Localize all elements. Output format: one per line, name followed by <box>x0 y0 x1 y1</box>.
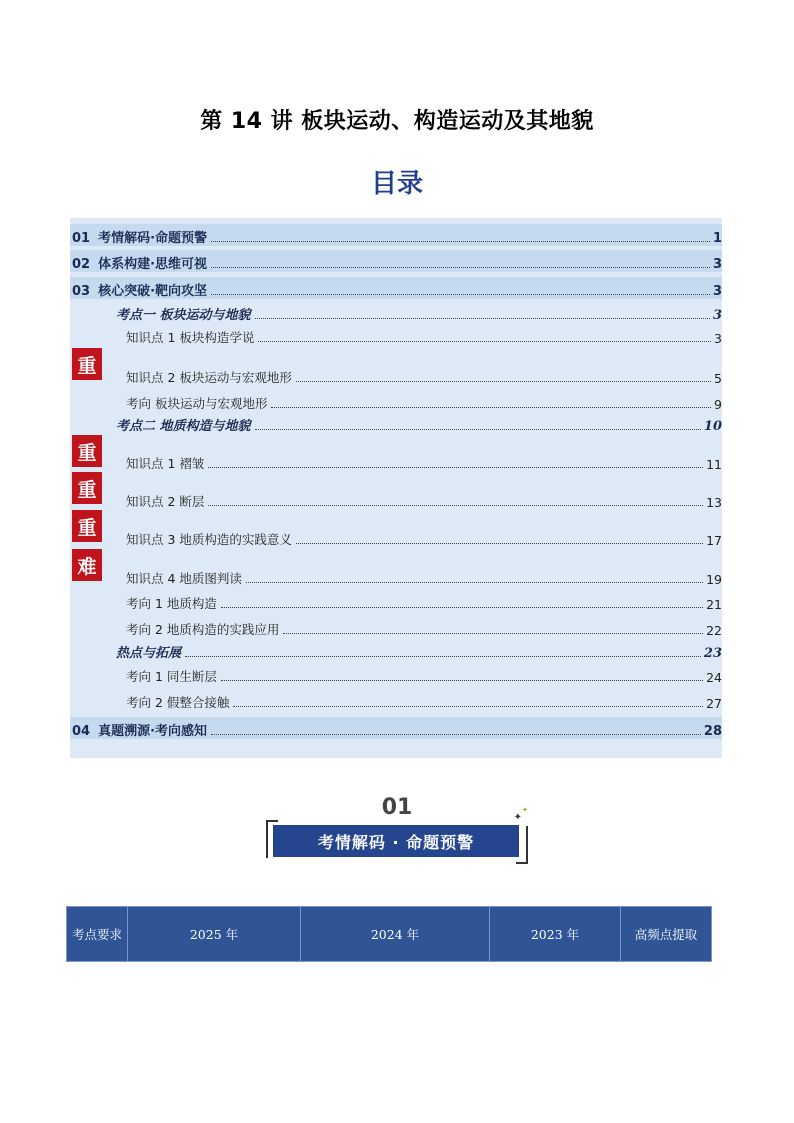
toc-row-page: 13 <box>706 495 722 510</box>
toc-row[interactable] <box>120 567 722 587</box>
toc-row[interactable] <box>120 665 722 685</box>
toc-row-page: 9 <box>714 397 722 412</box>
toc-row-number: 02 <box>72 257 91 272</box>
toc-row-page: 27 <box>706 696 722 711</box>
toc-leader-dots <box>221 680 703 681</box>
toc-row-page: 17 <box>706 533 722 548</box>
toc-row-label: 知识点 3 地质构造的实践意义 <box>126 532 292 547</box>
toc-row-label: 知识点 1 褶皱 <box>126 456 205 471</box>
toc-leader-dots <box>221 607 703 608</box>
toc-row-page: 22 <box>706 623 722 638</box>
toc-row[interactable] <box>70 277 722 299</box>
toc-row-page: 28 <box>703 724 722 739</box>
toc-leader-dots <box>211 267 710 268</box>
toc-leader-dots <box>283 633 703 634</box>
document-title: 第 14 讲 板块运动、构造运动及其地貌 <box>200 109 594 134</box>
toc-row-page: 3 <box>712 257 722 272</box>
toc-leader-dots <box>255 429 701 430</box>
toc-row[interactable] <box>100 414 722 434</box>
toc-row-label: 考点一 板块运动与地貌 <box>116 308 251 323</box>
toc-row[interactable] <box>70 717 722 739</box>
toc-row[interactable] <box>100 641 722 661</box>
toc-row-page: 3 <box>714 331 722 346</box>
toc-row-label: 知识点 4 地质图判读 <box>126 571 242 586</box>
difficulty-badge: 重 <box>72 435 102 467</box>
toc-leader-dots <box>208 505 703 506</box>
exam-analysis-table <box>66 906 712 962</box>
toc-row-page: 5 <box>714 371 722 386</box>
toc-row[interactable] <box>120 528 722 548</box>
toc-row-label: 知识点 2 板块运动与宏观地形 <box>126 370 292 385</box>
toc-leader-dots <box>296 543 703 544</box>
toc-row[interactable] <box>120 452 722 472</box>
difficulty-badge: 重 <box>72 472 102 504</box>
toc-row-number: 03 <box>72 284 91 299</box>
toc-leader-dots <box>271 407 711 408</box>
toc-row-label: 考向 1 地质构造 <box>126 596 217 611</box>
toc-leader-dots <box>185 656 701 657</box>
toc-row-label: 热点与拓展 <box>116 646 182 661</box>
toc-leader-dots <box>246 582 703 583</box>
toc-row[interactable] <box>120 326 722 346</box>
toc-row-label: 知识点 2 断层 <box>126 494 205 509</box>
toc-row-label: 知识点 1 板块构造学说 <box>126 330 255 345</box>
toc-row-page: 11 <box>706 457 722 472</box>
toc-leader-dots <box>211 294 710 295</box>
toc-row-label: 体系构建·思维可视 <box>98 257 208 272</box>
toc-leader-dots <box>233 706 703 707</box>
toc-row-label: 考向 2 假整合接触 <box>126 695 230 710</box>
toc-row-page: 1 <box>712 231 722 246</box>
toc-leader-dots <box>296 381 711 382</box>
toc-row[interactable] <box>70 250 722 272</box>
difficulty-badge: 重 <box>72 348 102 380</box>
toc-row-page: 21 <box>706 597 722 612</box>
toc-row-label: 核心突破·靶向攻坚 <box>98 284 208 299</box>
toc-row-page: 23 <box>703 646 722 661</box>
toc-row-number: 01 <box>72 231 91 246</box>
table-header: 2023 年 <box>490 907 621 962</box>
toc-row[interactable] <box>120 592 722 612</box>
toc-leader-dots <box>255 318 710 319</box>
toc-leader-dots <box>208 467 703 468</box>
toc-row-page: 3 <box>712 308 722 323</box>
sparkle-icon: ✦ <box>513 812 522 823</box>
toc-row-label: 考向 1 同生断层 <box>126 669 217 684</box>
table-header: 2025 年 <box>128 907 301 962</box>
toc-row-page: 10 <box>703 419 722 434</box>
toc-row-label: 考情解码·命题预警 <box>98 231 208 246</box>
toc-heading: 目录 <box>370 169 423 199</box>
toc-row-number: 04 <box>72 724 91 739</box>
difficulty-badge: 重 <box>72 510 102 542</box>
toc-row[interactable] <box>120 366 722 386</box>
difficulty-badge: 难 <box>72 549 102 581</box>
table-header: 考点要求 <box>67 907 128 962</box>
toc-row-label: 考向 2 地质构造的实践应用 <box>126 622 280 637</box>
toc-leader-dots <box>211 241 710 242</box>
table-header: 2024 年 <box>301 907 490 962</box>
toc-row-page: 3 <box>712 284 722 299</box>
table-header-row <box>67 907 712 962</box>
toc-row[interactable] <box>120 392 722 412</box>
table-header: 高频点提取 <box>621 907 712 962</box>
toc-row-page: 19 <box>706 572 722 587</box>
toc-row-page: 24 <box>706 670 722 685</box>
toc-row[interactable] <box>70 224 722 246</box>
toc-row[interactable] <box>120 691 722 711</box>
toc-row-label: 考点二 地质构造与地貌 <box>116 419 251 434</box>
sparkle-small-icon: ✦ <box>522 806 528 814</box>
toc-row-label: 真题溯源·考向感知 <box>98 724 208 739</box>
toc-row[interactable] <box>120 490 722 510</box>
section-number: 01 <box>381 795 413 820</box>
toc-row[interactable] <box>120 618 722 638</box>
toc-row[interactable] <box>100 303 722 323</box>
toc-leader-dots <box>258 341 711 342</box>
toc-row-label: 考向 板块运动与宏观地形 <box>126 396 268 411</box>
section-banner-label: 考情解码 · 命题预警 <box>273 825 519 857</box>
toc-leader-dots <box>211 734 701 735</box>
